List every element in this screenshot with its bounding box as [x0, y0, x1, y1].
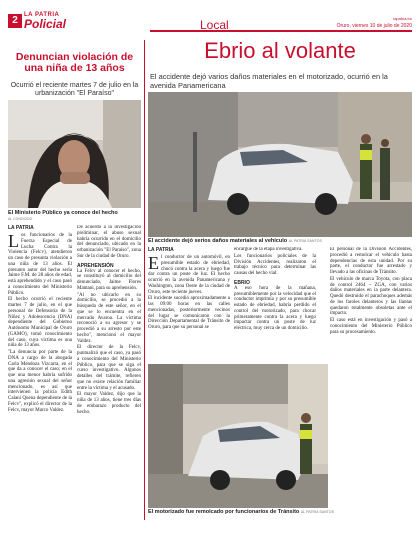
- section-brand: Policial: [24, 17, 67, 31]
- paragraph: El director de la Felcv, puntualizó que el caso, ya pasó a conocimiento del Ministerio Público, para que se siga el curso investigativo. Algunos detalles del trámite, refieren que no existe relación familiar entre la víctima y el acusado.: [77, 345, 141, 391]
- paragraph: La Felcv al conocer el hecho, se constituyó al domicilio del denunciado, Jaime Flores Mamani, para su aprehensión.: [77, 268, 141, 291]
- paragraph: El incidente sucedió aproximadamente a las 09:00 horas en las calles mencionadas, posteriormente vecinos del lugar se comunicaron con la Dirección Departamental de Tránsito de Oruro, para que su personal se: [148, 296, 230, 330]
- subheading: APREHENSIÓN: [77, 262, 114, 269]
- sidebar-photo-caption: El Ministerio Público ya conoce del hecho: [8, 210, 118, 216]
- sidebar-subheadline: Ocurrió el reciente martes 7 de julio en la urbanización "El Paraíso": [10, 82, 139, 97]
- paragraph: El conductor de un automóvil, en presumible estado de ebriedad, chocó contra la acera y luego fue dar contra un poste de luz. El hecho ocurrió en la avenida Panamericana y Washington, zona Oeste de la ciudad de Oruro, este reciente jueves.: [148, 253, 230, 295]
- sidebar-headline: Denuncian violación de una niña de 13 años: [15, 51, 134, 74]
- sidebar-photo-credit: AL CONOCIDO: [8, 217, 33, 221]
- paragraph: De acuerdo a la investigación preliminar, el abuso sexual habría ocurrido en el domicilio del denunciado, ubicado en la urbanización "El Paraíso", zona Sur de la ciudad de Oruro.: [77, 225, 141, 259]
- main-headline: Ebrio al volante: [204, 38, 356, 63]
- paragraph: El caso está en investigación y pasó a conocimiento del Ministerio Público para su procesamiento.: [330, 318, 412, 335]
- paragraph: El hecho ocurrió el reciente martes 7 de julio, en el que personal de Defensoría de la Niñez y Adolescencia (DNA) dependiente del Gobierno Autónomo Municipal de Oruro (GAMO), tomó conocimiento del caso, cuya víctima es una niña de 13 años.: [8, 297, 72, 349]
- main-photo-accident: [148, 92, 412, 237]
- byline: LA PATRIA: [8, 225, 34, 231]
- main-photo1-caption: El accidente dejó serios daños materiales al vehículo AL PATRIA SANTOS: [148, 238, 322, 244]
- drop-cap: E: [148, 253, 159, 273]
- byline: LA PATRIA: [148, 247, 174, 253]
- paragraph: "La denuncia por parte de la DNA a cargo de la abogada Carla Mendoza Vizcarra, en el que da a conocer el caso; en el que una menor habría sufrido una agresión sexual del señor mencionado, es así que intervienen la policía Edith Calani Quena dependiente de la Felcv", explicó el director de la Felcv, mayor Marco Valdez.: [8, 350, 72, 413]
- paragraph: El mayor Valdez, dijo que la niña de 13 años, tiene tres días de embarazo producto del hecho.: [77, 392, 141, 415]
- towed-car-photo-illustration: [148, 364, 328, 508]
- newspaper-name: LA PATRIA: [24, 12, 60, 18]
- dateline: Oruro, viernes 10 de julio de 2020: [336, 23, 412, 29]
- site-url: lapatria.bo: [393, 16, 412, 21]
- paragraph: Los funcionarios policiales de la División Accidentes, realizaron el trabajo técnico para determinar las causas del hecho vial.: [234, 253, 316, 276]
- sad-girl-photo-illustration: [8, 100, 141, 208]
- paragraph: El vehículo de marca Toyota, con placa de control 2464 – ZGA, con varios daños materiales en la parte delantera. Quedó destruido el parachoques además de los faroles delanteros y las llantas quedaron totalmente obsoletas ante el impacto.: [330, 276, 412, 317]
- sidebar-photo: [8, 100, 141, 208]
- paragraph: encargue de la etapa investigativa.: [234, 247, 303, 252]
- paragraph: A eso hora de la mañana, presumiblemente por la velocidad que el conductor imprimía y por su presumible estado de ebriedad, habría perdido el control del motorizado, para chocar primeramente contra la acera y luego impactar contra un poste de luz eléctrica, muy cerca de un domicilio.: [234, 285, 316, 331]
- subheading: EBRIO: [234, 279, 250, 286]
- main-column-3: [330, 247, 412, 507]
- sidebar-column-1: [8, 225, 72, 525]
- crashed-car-photo-illustration: [148, 92, 412, 237]
- paragraph: Los funcionarios de la Fuerza Especial de Lucha Contra la Violencia (Felcv), atendieron un caso de presunta violación a una niña de 13 años. El presunto autor del hecho sería Jaime F.M. de 28 años de edad, está aprehendido y el caso pasó a conocimiento del Ministerio Público.: [8, 231, 72, 296]
- main-lead: El accidente dejó varios daños materiales en el motorizado, ocurrió en la avenida Panamericana: [150, 72, 388, 90]
- section-label: Local: [200, 18, 229, 32]
- paragraph: "Al no ubicarlo en su domicilio, se procedió a la búsqueda de este señor, en el que se lo encuentra en el mercado Avaroa. La víctima reconoció a su agresor y se procedió a su arresto por este hecho", mencionó el mayor Valdez.: [77, 292, 141, 344]
- main-column-1: [148, 247, 230, 361]
- photo-credit: AL PATRIA SANTOS: [300, 510, 335, 514]
- drop-cap: L: [8, 231, 19, 251]
- main-column-2: [234, 247, 316, 361]
- page-header: [0, 0, 420, 34]
- sidebar-column-2: [77, 225, 141, 525]
- page-number: 2: [8, 14, 22, 28]
- column-divider: [144, 40, 145, 520]
- photo-credit: AL PATRIA SANTOS: [288, 239, 322, 243]
- main-photo2-caption: El motorizado fue remolcado por funcionarios de Tránsito AL PATRIA SANTOS: [148, 509, 335, 515]
- paragraph: El personal de la División Accidentes, procedió a remolcar el vehículo hasta dependencias de esta unidad. Por su parte, el conductor fue arrestado y llevado a las oficinas de Tránsito.: [330, 247, 412, 275]
- main-photo-tow: [148, 364, 328, 508]
